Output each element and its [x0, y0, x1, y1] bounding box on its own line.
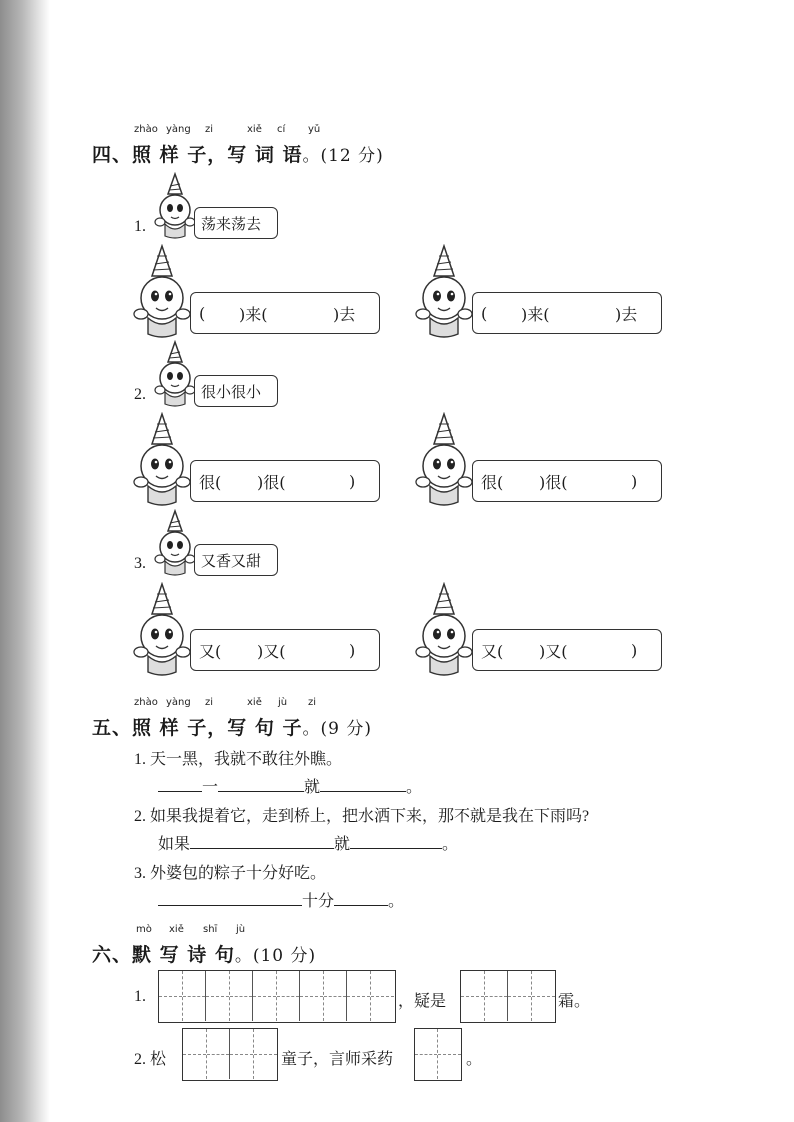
poem-line-2-end: 。: [466, 1051, 483, 1068]
pinyin: zi: [205, 697, 214, 708]
writing-grid-5[interactable]: [158, 970, 396, 1023]
sign-text: 又(: [481, 641, 504, 661]
section-4-title: [92, 140, 384, 167]
title-text: 六、默 写 诗 句: [92, 944, 235, 966]
mascot-small-icon: [152, 509, 198, 581]
poem-line-2-middle: 童子，言师采药: [281, 1051, 394, 1068]
pinyin: yàng: [166, 124, 191, 135]
pinyin: cí: [277, 124, 286, 135]
sign-text: 很(: [481, 472, 504, 492]
pinyin: shī: [203, 924, 218, 935]
mascot-icon: [132, 412, 192, 512]
poem-line-2-start: 2. 松: [134, 1051, 167, 1068]
example-text: 荡来荡去: [201, 214, 262, 233]
mascot-icon: [414, 412, 474, 512]
answer-sign-3a: [190, 629, 380, 671]
pinyin: zi: [205, 124, 214, 135]
score: 。(10 分): [234, 946, 317, 966]
pinyin: mò: [136, 924, 152, 935]
score: 。(12 分): [302, 146, 384, 166]
sentence-2-answer: [158, 831, 458, 854]
pinyin: xiě: [247, 697, 262, 708]
pinyin: zi: [308, 697, 317, 708]
sign-text: ): [631, 640, 638, 660]
mascot-icon: [414, 244, 474, 344]
answer-sign-2a: [190, 460, 380, 502]
writing-grid-2[interactable]: [182, 1028, 278, 1081]
sentence-word: 。: [442, 836, 459, 853]
mascot-icon: [414, 582, 474, 682]
pinyin: jù: [278, 697, 288, 708]
section-6-pinyin: [92, 924, 316, 940]
sign-text: )很(: [257, 472, 286, 492]
pinyin: zhào: [134, 697, 158, 708]
example-sign: [194, 375, 278, 407]
pinyin: xiě: [169, 924, 184, 935]
poem-line-1-end: 霜。: [558, 993, 591, 1010]
sentence-word: 十分: [302, 893, 335, 910]
sentence-word: 就: [334, 836, 351, 853]
sign-text: )来(: [239, 304, 268, 324]
sign-text: )很(: [539, 472, 568, 492]
answer-blank[interactable]: [190, 832, 334, 849]
sentence-word: 。: [406, 779, 423, 796]
sign-text: )又(: [257, 641, 286, 661]
sign-text: 很(: [199, 472, 222, 492]
answer-sign-1b: [472, 292, 662, 334]
sentence-3-answer: [158, 888, 404, 911]
section-4-pinyin: [92, 124, 384, 140]
answer-blank[interactable]: [218, 775, 304, 792]
sentence-1-answer: [158, 774, 422, 797]
sign-text: )来(: [521, 304, 550, 324]
sentence-word: 如果: [158, 836, 191, 853]
question-number: 3.: [134, 555, 146, 572]
example-sign: [194, 544, 278, 576]
pinyin: jù: [236, 924, 246, 935]
example-sign: [194, 207, 278, 239]
question-number: 1.: [134, 218, 146, 235]
pinyin: yàng: [166, 697, 191, 708]
sign-text: )去: [333, 304, 356, 324]
poem-line-1-number: 1.: [134, 988, 146, 1005]
score: 。(9 分): [302, 719, 372, 739]
sentence-word: 就: [304, 779, 321, 796]
sign-text: )去: [615, 304, 638, 324]
section-6-title: [92, 940, 316, 967]
answer-blank[interactable]: [158, 775, 202, 792]
example-text: 很小很小: [201, 382, 262, 401]
sign-text: (: [199, 303, 206, 323]
sentence-word: 。: [388, 893, 405, 910]
pinyin: yǔ: [308, 124, 321, 135]
sign-text: (: [481, 303, 488, 323]
writing-grid-2[interactable]: [460, 970, 556, 1023]
section-4-heading: [92, 124, 384, 167]
pinyin: xiě: [247, 124, 262, 135]
sign-text: ): [631, 471, 638, 491]
title-text: 五、照 样 子，写 句 子: [92, 717, 303, 739]
sentence-2: 2. 如果我提着它，走到桥上，把水洒下来，那不就是我在下雨吗?: [134, 808, 590, 825]
sign-text: 又(: [199, 641, 222, 661]
answer-sign-1a: [190, 292, 380, 334]
mascot-icon: [132, 244, 192, 344]
title-text: 四、照 样 子，写 词 语: [92, 144, 303, 166]
mascot-icon: [132, 582, 192, 682]
sign-text: )又(: [539, 641, 568, 661]
question-number: 2.: [134, 386, 146, 403]
sentence-word: 一: [202, 779, 219, 796]
poem-line-1-middle: ，疑是: [398, 993, 447, 1010]
sentence-1: 1. 天一黑，我就不敢往外瞧。: [134, 751, 343, 768]
sign-text: ): [349, 640, 356, 660]
writing-grid-1[interactable]: [414, 1028, 462, 1081]
sign-text: ): [349, 471, 356, 491]
section-6-heading: [92, 924, 316, 967]
section-5-title: [92, 713, 372, 740]
mascot-small-icon: [152, 340, 198, 412]
answer-blank[interactable]: [320, 775, 406, 792]
answer-sign-3b: [472, 629, 662, 671]
section-5-heading: [92, 697, 372, 740]
example-text: 又香又甜: [201, 551, 262, 570]
section-5-pinyin: [92, 697, 372, 713]
answer-sign-2b: [472, 460, 662, 502]
answer-blank[interactable]: [350, 832, 442, 849]
sentence-3: 3. 外婆包的粽子十分好吃。: [134, 865, 327, 882]
answer-blank[interactable]: [158, 889, 302, 906]
mascot-small-icon: [152, 172, 198, 244]
pinyin: zhào: [134, 124, 158, 135]
answer-blank[interactable]: [334, 889, 388, 906]
